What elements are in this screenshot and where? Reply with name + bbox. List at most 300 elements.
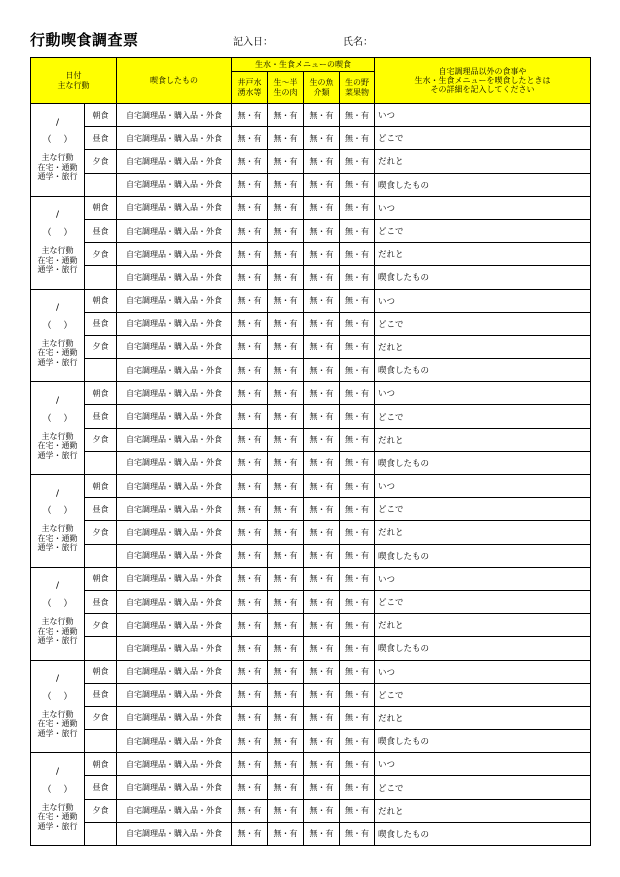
name-label: 氏名： [343, 37, 373, 48]
yes-no-option[interactable]: 無・有 [304, 150, 340, 173]
yes-no-option[interactable]: 無・有 [232, 614, 268, 637]
table-row [31, 150, 591, 173]
date-slash: / [55, 210, 60, 221]
eaten-options[interactable]: 自宅調理品・購入品・外食 [117, 498, 232, 521]
eaten-options[interactable]: 自宅調理品・購入品・外食 [117, 219, 232, 242]
date-activity-cell[interactable] [31, 475, 85, 568]
yes-no-option[interactable]: 無・有 [268, 614, 304, 637]
yes-no-option[interactable]: 無・有 [304, 776, 340, 799]
yes-no-option[interactable]: 無・有 [268, 521, 304, 544]
yes-no-option[interactable]: 無・有 [268, 544, 304, 567]
survey-table [30, 57, 591, 846]
table-row [31, 637, 591, 660]
eaten-header: 喫食したもの [117, 58, 232, 104]
date-activity-cell[interactable] [31, 382, 85, 475]
activity-option: 通学・旅行 [37, 450, 78, 460]
meal-label: 昼食 [85, 683, 117, 706]
meal-label: 朝食 [85, 289, 117, 312]
detail-field[interactable]: 喫食したもの [375, 730, 591, 753]
yes-no-option[interactable]: 無・有 [340, 799, 375, 822]
activity-option: 在宅・通勤 [37, 812, 78, 822]
yes-no-option[interactable]: 無・有 [304, 683, 340, 706]
yes-no-option[interactable]: 無・有 [232, 567, 268, 590]
date-slash: / [55, 117, 60, 128]
yes-no-option[interactable]: 無・有 [304, 243, 340, 266]
yes-no-option[interactable]: 無・有 [304, 614, 340, 637]
meal-label: 昼食 [85, 127, 117, 150]
meal-label: 朝食 [85, 567, 117, 590]
yes-no-option[interactable]: 無・有 [268, 637, 304, 660]
detail-field[interactable]: 喫食したもの [375, 822, 591, 845]
yes-no-option[interactable]: 無・有 [232, 498, 268, 521]
meal-label: 夕食 [85, 243, 117, 266]
date-activity-cell[interactable] [31, 196, 85, 289]
yes-no-option[interactable]: 無・有 [268, 127, 304, 150]
weekday-paren: （ ） [42, 599, 73, 610]
yes-no-option[interactable]: 無・有 [304, 799, 340, 822]
eaten-options[interactable]: 自宅調理品・購入品・外食 [117, 359, 232, 382]
yes-no-option[interactable]: 無・有 [268, 567, 304, 590]
activity-option: 通学・旅行 [37, 357, 78, 367]
detail-field[interactable]: だれと [375, 243, 591, 266]
table-row [31, 289, 591, 312]
yes-no-option[interactable]: 無・有 [340, 104, 375, 127]
yes-no-option[interactable]: 無・有 [232, 382, 268, 405]
activity-title: 主な行動 [41, 246, 74, 256]
day-block [31, 382, 591, 475]
yes-no-option[interactable]: 無・有 [232, 475, 268, 498]
date-slash: / [55, 303, 60, 314]
activity-option: 在宅・通勤 [37, 162, 78, 172]
meal-label: 夕食 [85, 799, 117, 822]
eaten-options[interactable]: 自宅調理品・購入品・外食 [117, 590, 232, 613]
yes-no-option[interactable]: 無・有 [340, 614, 375, 637]
yes-no-option[interactable]: 無・有 [340, 428, 375, 451]
yes-no-option[interactable]: 無・有 [340, 706, 375, 729]
detail-field[interactable]: だれと [375, 706, 591, 729]
detail-field[interactable]: だれと [375, 428, 591, 451]
table-row [31, 475, 591, 498]
yes-no-option[interactable]: 無・有 [268, 498, 304, 521]
yes-no-option[interactable]: 無・有 [304, 382, 340, 405]
meal-label: 昼食 [85, 590, 117, 613]
detail-field[interactable]: いつ [375, 475, 591, 498]
yes-no-option[interactable]: 無・有 [268, 683, 304, 706]
yes-no-option[interactable]: 無・有 [232, 428, 268, 451]
weekday-paren: （ ） [42, 135, 73, 146]
yes-no-option[interactable]: 無・有 [304, 822, 340, 845]
eaten-options[interactable]: 自宅調理品・購入品・外食 [117, 173, 232, 196]
yes-no-option[interactable]: 無・有 [232, 637, 268, 660]
yes-no-option[interactable]: 無・有 [232, 660, 268, 683]
meal-label [85, 451, 117, 474]
yes-no-option[interactable]: 無・有 [232, 127, 268, 150]
detail-field[interactable]: 喫食したもの [375, 451, 591, 474]
detail-field[interactable]: どこで [375, 498, 591, 521]
yes-no-option[interactable]: 無・有 [232, 544, 268, 567]
yes-no-option[interactable]: 無・有 [340, 266, 375, 289]
yes-no-option[interactable]: 無・有 [268, 428, 304, 451]
yes-no-option[interactable]: 無・有 [232, 799, 268, 822]
day-block [31, 289, 591, 382]
yes-no-option[interactable]: 無・有 [268, 590, 304, 613]
yes-no-option[interactable]: 無・有 [304, 104, 340, 127]
activity-option: 在宅・通勤 [37, 348, 78, 358]
detail-field[interactable]: どこで [375, 683, 591, 706]
meal-label: 朝食 [85, 660, 117, 683]
activity-option: 在宅・通勤 [37, 255, 78, 265]
yes-no-option[interactable]: 無・有 [232, 822, 268, 845]
detail-field[interactable]: いつ [375, 567, 591, 590]
detail-header: 自宅調理品以外の食事や 生水・生食メニューを喫食したときは その詳細を記入してください [375, 58, 591, 104]
detail-field[interactable]: どこで [375, 127, 591, 150]
table-row [31, 173, 591, 196]
yes-no-option[interactable]: 無・有 [232, 289, 268, 312]
yes-no-option[interactable]: 無・有 [304, 219, 340, 242]
yes-no-option[interactable]: 無・有 [304, 428, 340, 451]
detail-field[interactable]: いつ [375, 382, 591, 405]
detail-field[interactable]: 喫食したもの [375, 637, 591, 660]
date-slash: / [55, 674, 60, 685]
yes-no-option[interactable]: 無・有 [340, 637, 375, 660]
detail-field[interactable]: いつ [375, 753, 591, 776]
yes-no-option[interactable]: 無・有 [232, 104, 268, 127]
yes-no-option[interactable]: 無・有 [232, 683, 268, 706]
yes-no-option[interactable]: 無・有 [268, 822, 304, 845]
yes-no-option[interactable]: 無・有 [232, 266, 268, 289]
detail-field[interactable]: 喫食したもの [375, 544, 591, 567]
detail-field[interactable]: 喫食したもの [375, 266, 591, 289]
detail-field[interactable]: だれと [375, 799, 591, 822]
yes-no-option[interactable]: 無・有 [340, 590, 375, 613]
eaten-options[interactable]: 自宅調理品・購入品・外食 [117, 567, 232, 590]
detail-field[interactable]: いつ [375, 104, 591, 127]
table-row [31, 776, 591, 799]
table-row [31, 428, 591, 451]
yes-no-option[interactable]: 無・有 [340, 822, 375, 845]
day-block [31, 475, 591, 568]
day-block [31, 660, 591, 753]
weekday-paren: （ ） [42, 784, 73, 795]
yes-no-option[interactable]: 無・有 [304, 730, 340, 753]
meal-label: 夕食 [85, 614, 117, 637]
yes-no-option[interactable]: 無・有 [340, 196, 375, 219]
eaten-options[interactable]: 自宅調理品・購入品・外食 [117, 660, 232, 683]
detail-field[interactable]: どこで [375, 219, 591, 242]
eaten-options[interactable]: 自宅調理品・購入品・外食 [117, 405, 232, 428]
yes-no-option[interactable]: 無・有 [268, 196, 304, 219]
eaten-options[interactable]: 自宅調理品・購入品・外食 [117, 753, 232, 776]
yes-no-option[interactable]: 無・有 [268, 359, 304, 382]
yes-no-option[interactable]: 無・有 [268, 150, 304, 173]
meal-label: 朝食 [85, 382, 117, 405]
table-row [31, 382, 591, 405]
activity-option: 在宅・通勤 [37, 626, 78, 636]
table-row [31, 451, 591, 474]
table-row [31, 799, 591, 822]
raw-food-group-header: 生水・生食メニューの喫食 [232, 58, 375, 72]
yes-no-option[interactable]: 無・有 [268, 451, 304, 474]
yes-no-option[interactable]: 無・有 [304, 521, 340, 544]
eaten-options[interactable]: 自宅調理品・購入品・外食 [117, 799, 232, 822]
yes-no-option[interactable]: 無・有 [232, 173, 268, 196]
eaten-options[interactable]: 自宅調理品・購入品・外食 [117, 730, 232, 753]
yes-no-option[interactable]: 無・有 [340, 753, 375, 776]
date-slash: / [55, 766, 60, 777]
yes-no-option[interactable]: 無・有 [304, 660, 340, 683]
activity-option: 通学・旅行 [37, 265, 78, 275]
table-row [31, 544, 591, 567]
eaten-options[interactable]: 自宅調理品・購入品・外食 [117, 637, 232, 660]
yes-no-option[interactable]: 無・有 [304, 590, 340, 613]
table-row [31, 730, 591, 753]
yes-no-option[interactable]: 無・有 [268, 335, 304, 358]
yes-no-option[interactable]: 無・有 [340, 660, 375, 683]
activity-option: 在宅・通勤 [37, 719, 78, 729]
activity-option: 在宅・通勤 [37, 533, 78, 543]
yes-no-option[interactable]: 無・有 [340, 243, 375, 266]
table-row [31, 196, 591, 219]
yes-no-option[interactable]: 無・有 [232, 451, 268, 474]
eaten-options[interactable]: 自宅調理品・購入品・外食 [117, 289, 232, 312]
date-activity-cell[interactable] [31, 567, 85, 660]
date-activity-cell[interactable] [31, 753, 85, 846]
yes-no-option[interactable]: 無・有 [232, 243, 268, 266]
detail-field[interactable]: いつ [375, 289, 591, 312]
meal-label: 昼食 [85, 498, 117, 521]
eaten-options[interactable]: 自宅調理品・購入品・外食 [117, 382, 232, 405]
weekday-paren: （ ） [42, 506, 73, 517]
eaten-options[interactable]: 自宅調理品・購入品・外食 [117, 150, 232, 173]
yes-no-option[interactable]: 無・有 [268, 776, 304, 799]
table-row [31, 822, 591, 845]
meal-label: 朝食 [85, 104, 117, 127]
eaten-options[interactable]: 自宅調理品・購入品・外食 [117, 544, 232, 567]
yes-no-option[interactable]: 無・有 [304, 405, 340, 428]
yes-no-option[interactable]: 無・有 [304, 196, 340, 219]
activity-option: 通学・旅行 [37, 172, 78, 182]
yes-no-option[interactable]: 無・有 [304, 335, 340, 358]
detail-field[interactable]: どこで [375, 312, 591, 335]
yes-no-option[interactable]: 無・有 [304, 312, 340, 335]
yes-no-option[interactable]: 無・有 [304, 173, 340, 196]
table-row [31, 405, 591, 428]
table-row [31, 753, 591, 776]
yes-no-option[interactable]: 無・有 [340, 405, 375, 428]
yes-no-option[interactable]: 無・有 [304, 498, 340, 521]
table-row [31, 683, 591, 706]
detail-field[interactable]: どこで [375, 776, 591, 799]
meal-label [85, 822, 117, 845]
activity-title: 主な行動 [41, 524, 74, 534]
yes-no-option[interactable]: 無・有 [268, 382, 304, 405]
eaten-options[interactable]: 自宅調理品・購入品・外食 [117, 776, 232, 799]
yes-no-option[interactable]: 無・有 [268, 730, 304, 753]
meal-label: 夕食 [85, 150, 117, 173]
yes-no-option[interactable]: 無・有 [268, 753, 304, 776]
yes-no-option[interactable]: 無・有 [232, 521, 268, 544]
yes-no-option[interactable]: 無・有 [268, 104, 304, 127]
yes-no-option[interactable]: 無・有 [268, 289, 304, 312]
page-header [30, 27, 590, 51]
yes-no-option[interactable]: 無・有 [340, 521, 375, 544]
yes-no-option[interactable]: 無・有 [304, 567, 340, 590]
eaten-options[interactable]: 自宅調理品・購入品・外食 [117, 822, 232, 845]
detail-field[interactable]: いつ [375, 196, 591, 219]
yes-no-option[interactable]: 無・有 [340, 498, 375, 521]
activity-title: 主な行動 [41, 709, 74, 719]
weekday-paren: （ ） [42, 691, 73, 702]
detail-field[interactable]: だれと [375, 335, 591, 358]
yes-no-option[interactable]: 無・有 [268, 706, 304, 729]
yes-no-option[interactable]: 無・有 [340, 173, 375, 196]
yes-no-option[interactable]: 無・有 [268, 405, 304, 428]
eaten-options[interactable]: 自宅調理品・購入品・外食 [117, 475, 232, 498]
detail-field[interactable]: 喫食したもの [375, 359, 591, 382]
yes-no-option[interactable]: 無・有 [304, 475, 340, 498]
yes-no-option[interactable]: 無・有 [304, 451, 340, 474]
eaten-options[interactable]: 自宅調理品・購入品・外食 [117, 683, 232, 706]
yes-no-option[interactable]: 無・有 [232, 359, 268, 382]
yes-no-option[interactable]: 無・有 [232, 312, 268, 335]
meal-label [85, 173, 117, 196]
yes-no-option[interactable]: 無・有 [304, 359, 340, 382]
meal-label: 朝食 [85, 475, 117, 498]
table-row [31, 219, 591, 242]
eaten-options[interactable]: 自宅調理品・購入品・外食 [117, 312, 232, 335]
yes-no-option[interactable]: 無・有 [304, 289, 340, 312]
yes-no-option[interactable]: 無・有 [304, 266, 340, 289]
yes-no-option[interactable]: 無・有 [340, 475, 375, 498]
yes-no-option[interactable]: 無・有 [232, 335, 268, 358]
day-block [31, 196, 591, 289]
eaten-options[interactable]: 自宅調理品・購入品・外食 [117, 521, 232, 544]
yes-no-option[interactable]: 無・有 [304, 544, 340, 567]
yes-no-option[interactable]: 無・有 [304, 706, 340, 729]
date-slash: / [55, 581, 60, 592]
activity-option: 通学・旅行 [37, 821, 78, 831]
eaten-options[interactable]: 自宅調理品・購入品・外食 [117, 196, 232, 219]
date-activity-cell[interactable] [31, 104, 85, 197]
detail-field[interactable]: どこで [375, 590, 591, 613]
yes-no-option[interactable]: 無・有 [232, 219, 268, 242]
activity-title: 主な行動 [41, 338, 74, 348]
yes-no-option[interactable]: 無・有 [340, 335, 375, 358]
yes-no-option[interactable]: 無・有 [232, 730, 268, 753]
yes-no-option[interactable]: 無・有 [340, 150, 375, 173]
meal-label: 夕食 [85, 428, 117, 451]
detail-field[interactable]: だれと [375, 521, 591, 544]
eaten-options[interactable]: 自宅調理品・購入品・外食 [117, 706, 232, 729]
detail-field[interactable]: いつ [375, 660, 591, 683]
yes-no-option[interactable]: 無・有 [340, 451, 375, 474]
page-title: 行動喫食調査票 [30, 31, 139, 49]
date-activity-cell[interactable] [31, 660, 85, 753]
yes-no-option[interactable]: 無・有 [340, 219, 375, 242]
yes-no-option[interactable]: 無・有 [340, 567, 375, 590]
yes-no-option[interactable]: 無・有 [340, 730, 375, 753]
activity-title: 主な行動 [41, 153, 74, 163]
yes-no-option[interactable]: 無・有 [232, 706, 268, 729]
yes-no-option[interactable]: 無・有 [340, 382, 375, 405]
activity-option: 通学・旅行 [37, 543, 78, 553]
meal-label [85, 637, 117, 660]
meal-label: 朝食 [85, 196, 117, 219]
day-block [31, 104, 591, 197]
yes-no-option[interactable]: 無・有 [232, 590, 268, 613]
eaten-options[interactable]: 自宅調理品・購入品・外食 [117, 243, 232, 266]
yes-no-option[interactable]: 無・有 [340, 127, 375, 150]
yes-no-option[interactable]: 無・有 [232, 753, 268, 776]
yes-no-option[interactable]: 無・有 [268, 173, 304, 196]
raw-vegetable-header: 生の野 菜果物 [340, 72, 375, 104]
meal-label [85, 266, 117, 289]
table-row [31, 335, 591, 358]
yes-no-option[interactable]: 無・有 [232, 776, 268, 799]
day-block [31, 567, 591, 660]
raw-meat-header: 生～半 生の肉 [268, 72, 304, 104]
meal-label: 夕食 [85, 335, 117, 358]
eaten-options[interactable]: 自宅調理品・購入品・外食 [117, 335, 232, 358]
yes-no-option[interactable]: 無・有 [268, 475, 304, 498]
yes-no-option[interactable]: 無・有 [340, 312, 375, 335]
yes-no-option[interactable]: 無・有 [268, 312, 304, 335]
yes-no-option[interactable]: 無・有 [268, 799, 304, 822]
eaten-options[interactable]: 自宅調理品・購入品・外食 [117, 428, 232, 451]
eaten-options[interactable]: 自宅調理品・購入品・外食 [117, 104, 232, 127]
meal-label [85, 544, 117, 567]
detail-field[interactable]: どこで [375, 405, 591, 428]
meal-label: 夕食 [85, 706, 117, 729]
table-row [31, 567, 591, 590]
table-row [31, 359, 591, 382]
eaten-options[interactable]: 自宅調理品・購入品・外食 [117, 451, 232, 474]
yes-no-option[interactable]: 無・有 [340, 776, 375, 799]
yes-no-option[interactable]: 無・有 [340, 683, 375, 706]
weekday-paren: （ ） [42, 413, 73, 424]
yes-no-option[interactable]: 無・有 [340, 289, 375, 312]
yes-no-option[interactable]: 無・有 [304, 127, 340, 150]
activity-option: 在宅・通勤 [37, 441, 78, 451]
date-activity-cell[interactable] [31, 289, 85, 382]
yes-no-option[interactable]: 無・有 [232, 150, 268, 173]
yes-no-option[interactable]: 無・有 [268, 266, 304, 289]
date-slash: / [55, 488, 60, 499]
yes-no-option[interactable]: 無・有 [304, 637, 340, 660]
date-activity-header: 日付 主な行動 [31, 58, 117, 104]
detail-field[interactable]: だれと [375, 150, 591, 173]
detail-field[interactable]: だれと [375, 614, 591, 637]
detail-field[interactable]: 喫食したもの [375, 173, 591, 196]
yes-no-option[interactable]: 無・有 [340, 544, 375, 567]
meal-label: 昼食 [85, 219, 117, 242]
yes-no-option[interactable]: 無・有 [268, 219, 304, 242]
table-row [31, 266, 591, 289]
yes-no-option[interactable]: 無・有 [268, 243, 304, 266]
yes-no-option[interactable]: 無・有 [304, 753, 340, 776]
day-block [31, 753, 591, 846]
yes-no-option[interactable]: 無・有 [340, 359, 375, 382]
eaten-options[interactable]: 自宅調理品・購入品・外食 [117, 127, 232, 150]
eaten-options[interactable]: 自宅調理品・購入品・外食 [117, 614, 232, 637]
table-row [31, 521, 591, 544]
yes-no-option[interactable]: 無・有 [232, 196, 268, 219]
yes-no-option[interactable]: 無・有 [268, 660, 304, 683]
raw-seafood-header: 生の魚 介類 [304, 72, 340, 104]
yes-no-option[interactable]: 無・有 [232, 405, 268, 428]
table-header [31, 58, 591, 104]
eaten-options[interactable]: 自宅調理品・購入品・外食 [117, 266, 232, 289]
